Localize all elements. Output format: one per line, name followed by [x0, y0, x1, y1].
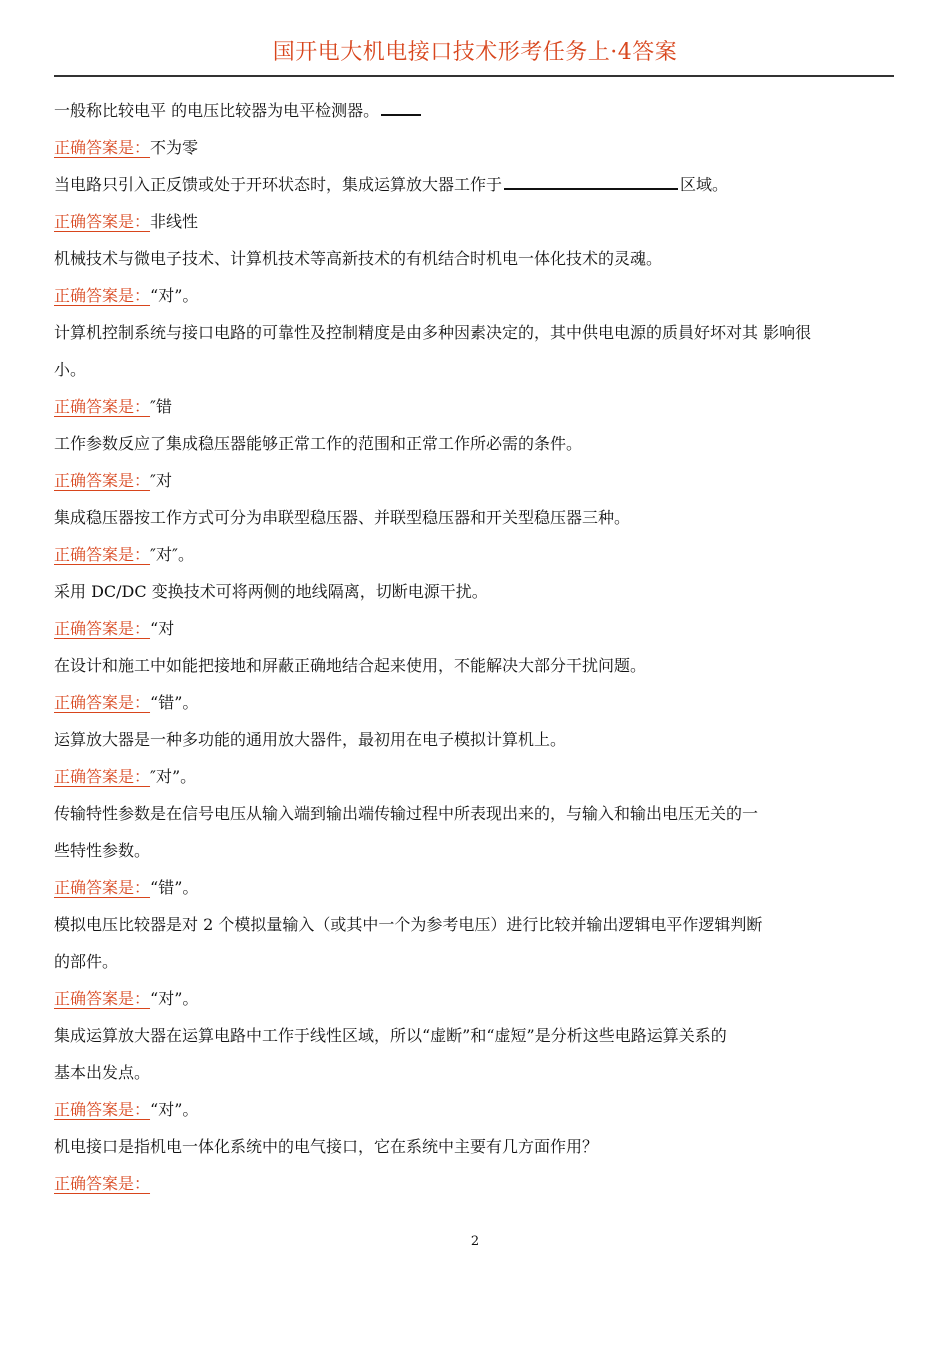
answer-line — [54, 610, 894, 647]
answer-text: “对”。 — [150, 286, 199, 305]
question-text — [54, 240, 894, 277]
answer-blank — [504, 172, 678, 190]
answer-line — [54, 388, 894, 425]
question-line: 一般称比较电平 的电压比较器为电平检测器。 — [54, 101, 380, 120]
answer-line — [54, 1091, 894, 1128]
answer-line — [54, 684, 894, 721]
answer-label: 正确答案是： — [54, 286, 151, 305]
answer-label: 正确答案是： — [54, 545, 151, 564]
question-line: 运算放大器是一种多功能的通用放大器件，最初用在电子模拟计算机上。 — [54, 730, 567, 749]
question-line: 小。 — [54, 360, 87, 379]
answer-label: 正确答案是： — [54, 138, 151, 157]
answer-text: “对”。 — [150, 989, 199, 1008]
question-text — [54, 314, 894, 351]
question-line: 当电路只引入正反馈或处于开环状态时，集成运算放大器工作于 — [54, 175, 503, 194]
question-line: 传输特性参数是在信号电压从输入端到输出端传输过程中所表现出来的，与输入和输出电压无关的一 — [54, 804, 759, 823]
question-text — [54, 647, 894, 684]
question-text — [54, 795, 894, 832]
header-divider — [54, 75, 894, 77]
question-text-continuation — [54, 943, 894, 980]
question-line: 工作参数反应了集成稳压器能够正常工作的范围和正常工作所必需的条件。 — [54, 434, 583, 453]
page-number: 2 — [470, 1234, 480, 1249]
answer-label: 正确答案是： — [54, 619, 151, 638]
answer-text: “错”。 — [150, 878, 199, 897]
answer-text: ″对 — [150, 471, 172, 490]
question-text — [54, 166, 894, 203]
question-text-continuation — [54, 1054, 894, 1091]
answer-label: 正确答案是： — [54, 212, 151, 231]
question-text-continuation — [54, 832, 894, 869]
answer-label: 正确答案是： — [54, 471, 151, 490]
answer-label: 正确答案是： — [54, 1174, 151, 1193]
answer-line — [54, 869, 894, 906]
answer-text: ″错 — [150, 397, 172, 416]
answer-label: 正确答案是： — [54, 767, 151, 786]
question-text — [54, 906, 894, 943]
question-text-continuation — [54, 351, 894, 388]
question-text — [54, 499, 894, 536]
question-line: 的部件。 — [54, 952, 119, 971]
answer-line — [54, 277, 894, 314]
answer-text: ″对”。 — [150, 767, 197, 786]
question-line: 计算机控制系统与接口电路的可靠性及控制精度是由多种因素决定的，其中供电电源的质員好坏对其 影响很 — [54, 323, 812, 342]
question-line: 基本出发点。 — [54, 1063, 151, 1082]
question-line: 机电接口是指机电一体化系统中的电气接口，它在系统中主要有几方面作用？ — [54, 1137, 599, 1156]
answer-label: 正确答案是： — [54, 693, 151, 712]
answer-label: 正确答案是： — [54, 1100, 151, 1119]
answer-line — [54, 758, 894, 795]
answer-label: 正确答案是： — [54, 878, 151, 897]
answer-line — [54, 462, 894, 499]
answer-label: 正确答案是： — [54, 989, 151, 1008]
question-line: 些特性参数。 — [54, 841, 151, 860]
answer-line — [54, 980, 894, 1017]
question-text — [54, 92, 894, 129]
question-text — [54, 425, 894, 462]
question-text — [54, 721, 894, 758]
page-header-title: 国开电大机电接口技术形考任务上·4答案 — [272, 40, 678, 65]
answer-label: 正确答案是： — [54, 397, 151, 416]
answer-line — [54, 536, 894, 573]
question-line: 模拟电压比较器是对 2 个模拟量输入（或其中一个为参考电压）进行比较并输出逻辑电平作逻辑判断 — [54, 915, 763, 934]
question-line: 区域。 — [680, 175, 729, 194]
question-list — [54, 92, 894, 1202]
answer-line — [54, 1165, 894, 1202]
answer-text: 非线性 — [150, 212, 199, 231]
question-line: 集成稳压器按工作方式可分为串联型稳压器、并联型稳压器和开关型稳压器三种。 — [54, 508, 631, 527]
question-line: 采用 DC/DC 变换技术可将两侧的地线隔离，切断电源干扰。 — [54, 582, 488, 601]
answer-text: “对”。 — [150, 1100, 199, 1119]
question-line: 机械技术与微电子技术、计算机技术等高新技术的有机结合时机电一体化技术的灵魂。 — [54, 249, 663, 268]
answer-blank — [381, 98, 421, 116]
answer-text: “错”。 — [150, 693, 199, 712]
question-text — [54, 1017, 894, 1054]
answer-text: ″对″。 — [150, 545, 194, 564]
answer-text: “对 — [150, 619, 175, 638]
question-line: 集成运算放大器在运算电路中工作于线性区域，所以“虚断”和“虚短”是分析这些电路运算关系的 — [54, 1026, 727, 1045]
answer-text: 不为零 — [150, 138, 199, 157]
answer-line — [54, 129, 894, 166]
question-text — [54, 573, 894, 610]
answer-line — [54, 203, 894, 240]
question-text — [54, 1128, 894, 1165]
question-line: 在设计和施工中如能把接地和屏蔽正确地结合起来使用，不能解决大部分干扰问题。 — [54, 656, 647, 675]
